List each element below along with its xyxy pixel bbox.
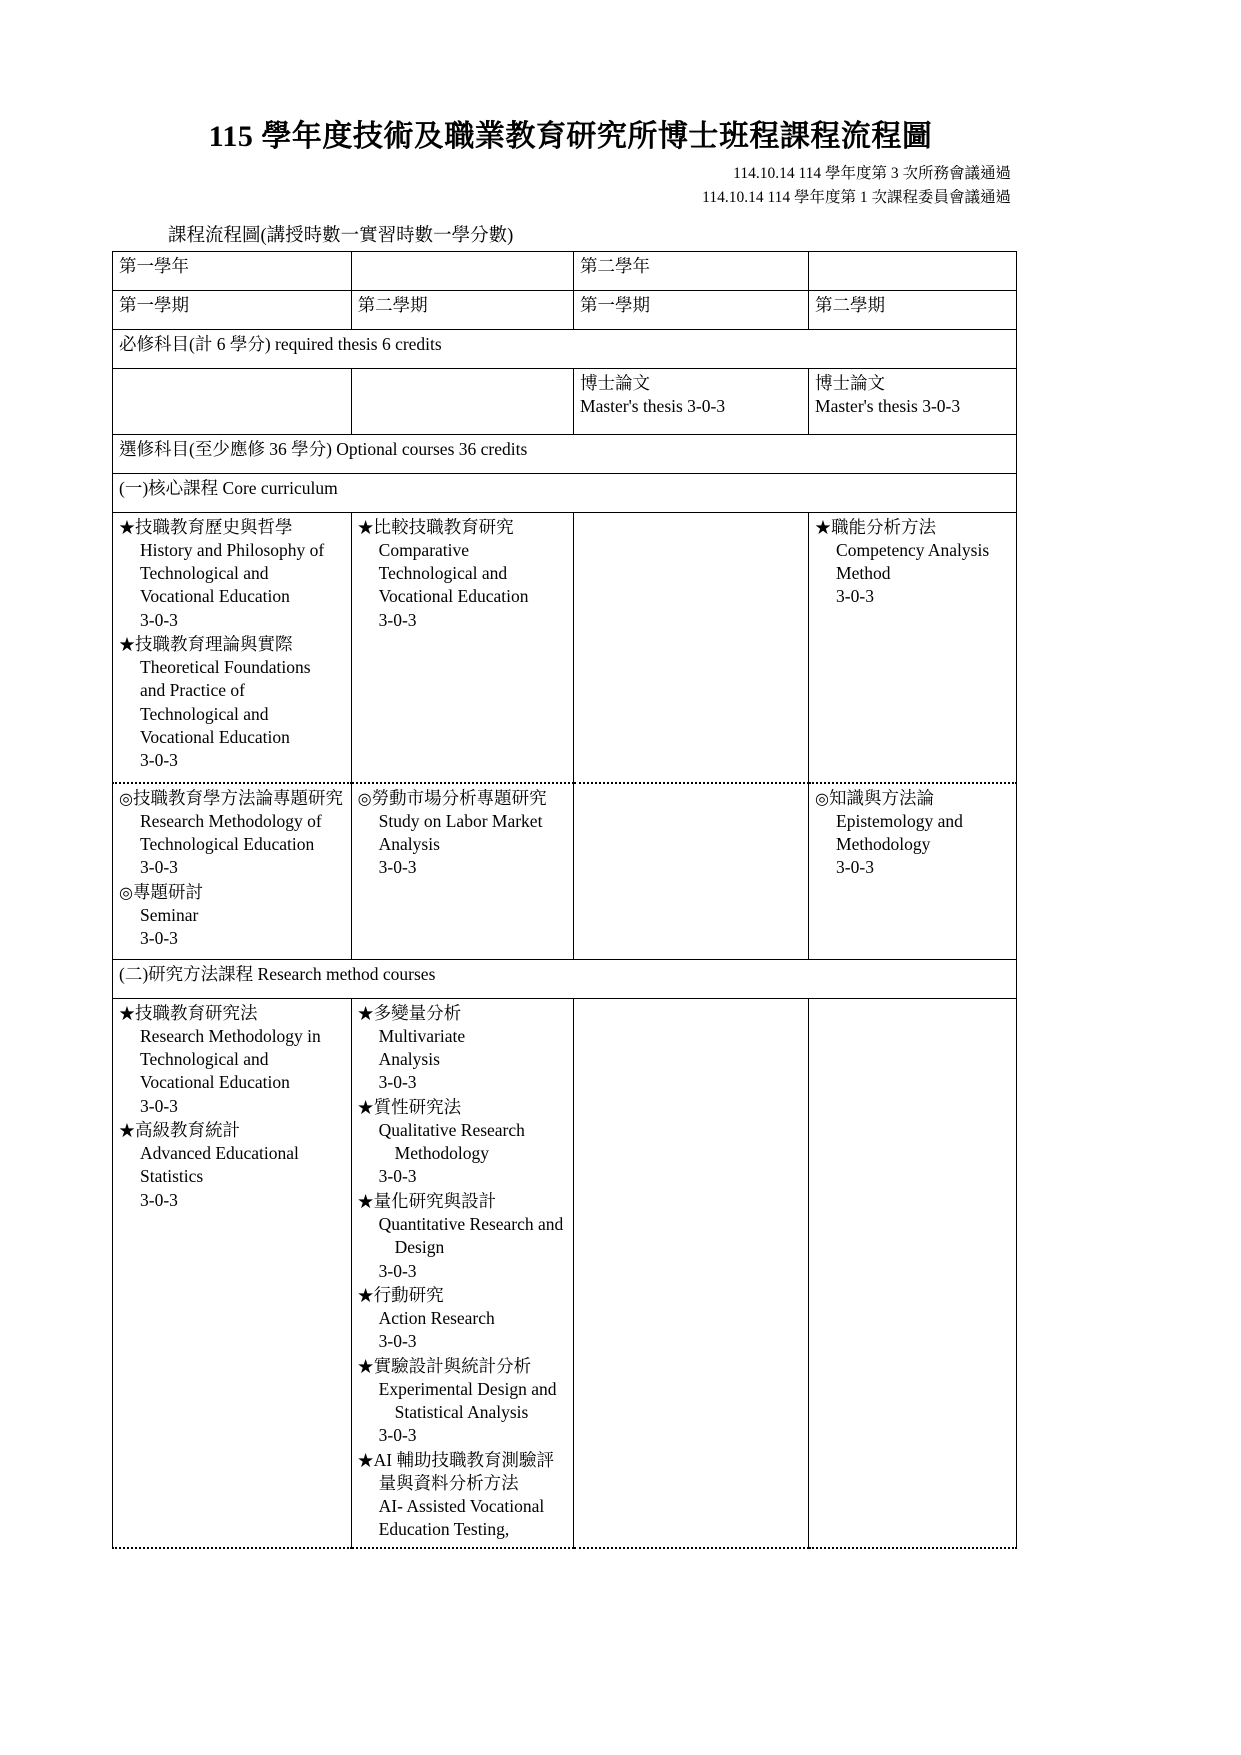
course-title-en: Statistical Analysis [394, 1402, 529, 1423]
core2-cell-y1s2 [351, 783, 573, 960]
header-year-2-blank [809, 251, 1017, 290]
approval-line-1: 114.10.14 114 學年度第 3 次所務會議通過 [733, 164, 1011, 182]
course-credits: 3-0-3 [378, 1072, 417, 1093]
course-entry [119, 1119, 346, 1212]
course-title-en: Statistics [140, 1166, 204, 1187]
course-title-cn: ★實驗設計與統計分析 [357, 1355, 532, 1376]
thesis-cn-y2s1: 博士論文 [580, 372, 651, 393]
course-credits: 3-0-3 [378, 609, 417, 630]
star-marker-icon: ★ [119, 1005, 136, 1023]
star-marker-icon: ★ [119, 636, 136, 654]
table-row-rm-1 [113, 998, 1017, 1548]
course-entry [119, 881, 346, 951]
core1-cell-y2s1 [574, 512, 809, 783]
star-marker-icon: ★ [119, 1122, 136, 1140]
course-title-en: Technological Education [140, 834, 315, 855]
course-credits: 3-0-3 [378, 1331, 417, 1352]
core2-cell-y2s1 [574, 783, 809, 960]
band-core-curriculum: (一)核心課程 Core curriculum [113, 473, 1017, 512]
course-credits: 3-0-3 [836, 586, 874, 607]
flowchart-subtitle: 課程流程圖(講授時數一實習時數一學分數) [168, 225, 514, 246]
course-credits: 3-0-3 [378, 1166, 417, 1187]
table-row-terms [113, 290, 1017, 329]
course-entry [119, 633, 346, 773]
header-term-y2s2: 第二學期 [809, 290, 1017, 329]
star-marker-icon: ★ [357, 1452, 374, 1470]
band-optional-courses: 選修科目(至少應修 36 學分) Optional courses 36 credits [113, 434, 1017, 473]
course-credits: 3-0-3 [140, 750, 178, 771]
page-title: 115 學年度技術及職業教育研究所博士班程課程流程圖 [208, 120, 933, 153]
course-credits: 3-0-3 [140, 857, 178, 878]
approval-line-2: 114.10.14 114 學年度第 1 次課程委員會議通過 [702, 188, 1011, 206]
course-credits: 3-0-3 [378, 1425, 417, 1446]
course-title-en: Vocational Education [140, 586, 290, 607]
course-title-cn: ★技職教育歷史與哲學 [119, 516, 293, 537]
course-entry [119, 1002, 346, 1118]
course-title-en: Vocational Education [140, 1072, 290, 1093]
table-row-core-1 [113, 512, 1017, 783]
table-row-thesis [113, 368, 1017, 434]
course-credits: 3-0-3 [140, 928, 178, 949]
course-entry [358, 1190, 568, 1283]
star-marker-icon: ★ [357, 1287, 374, 1305]
course-title-cn-cont: 量與資料分析方法 [378, 1472, 519, 1493]
course-credits: 3-0-3 [378, 857, 417, 878]
thesis-en-y2s1: Master's thesis 3-0-3 [580, 395, 726, 416]
course-title-en: Epistemology and [836, 810, 963, 831]
star-marker-icon: ★ [357, 519, 374, 537]
table-row-required-band [113, 329, 1017, 368]
circle-marker-icon: ◎ [357, 790, 372, 808]
course-title-en: Technological and [140, 1049, 269, 1070]
course-entry [119, 516, 346, 632]
course-title-en: Theoretical Foundations [140, 657, 311, 678]
course-entry [119, 787, 346, 880]
course-credits: 3-0-3 [140, 1095, 178, 1116]
star-marker-icon: ★ [357, 1358, 374, 1376]
header-term-y1s2: 第二學期 [351, 290, 573, 329]
course-title-en: Methodology [394, 1143, 489, 1164]
page-content [112, 118, 1017, 1549]
course-title-en: Research Methodology in [140, 1025, 321, 1046]
course-title-en: Comparative [378, 539, 470, 560]
band-required-courses: 必修科目(計 6 學分) required thesis 6 credits [113, 329, 1017, 368]
star-marker-icon: ★ [357, 1005, 374, 1023]
star-marker-icon: ★ [357, 1193, 374, 1211]
course-title-en: Vocational Education [378, 586, 529, 607]
core2-cell-y1s1 [113, 783, 352, 960]
course-entry [358, 1355, 568, 1448]
band-research-method: (二)研究方法課程 Research method courses [113, 959, 1017, 998]
course-title-en: History and Philosophy of [140, 539, 325, 560]
thesis-cell-y2s2 [809, 368, 1017, 434]
circle-marker-icon: ◎ [119, 884, 133, 902]
course-entry [815, 516, 1011, 609]
header-year-1-blank [351, 251, 573, 290]
course-title-en: Competency Analysis [836, 539, 990, 560]
rm-cell-y2s1 [574, 998, 809, 1548]
course-entry [358, 1002, 568, 1095]
course-title-cn: ★比較技職教育研究 [357, 516, 514, 537]
course-title-cn: ◎專題研討 [119, 881, 203, 902]
course-title-cn: ★技職教育研究法 [119, 1002, 258, 1023]
course-title-cn: ★質性研究法 [357, 1096, 462, 1117]
course-entry [358, 1449, 568, 1542]
course-credits: 3-0-3 [140, 609, 178, 630]
course-title-en: Multivariate [378, 1025, 466, 1046]
course-title-cn: ★行動研究 [357, 1284, 444, 1305]
course-title-en: Technological and [140, 703, 269, 724]
course-entry [815, 787, 1011, 880]
course-entry [358, 1284, 568, 1354]
star-marker-icon: ★ [119, 519, 136, 537]
course-title-cn: ◎技職教育學方法論專題研究 [119, 787, 343, 808]
table-row-core-2 [113, 783, 1017, 960]
course-entry [358, 787, 568, 880]
rm-cell-y1s1 [113, 998, 352, 1548]
header-term-y2s1: 第一學期 [574, 290, 809, 329]
course-title-en: Study on Labor Market [378, 810, 543, 831]
thesis-cn-y2s2: 博士論文 [815, 372, 886, 393]
course-title-en: Research Methodology of [140, 810, 322, 831]
course-title-en: Methodology [836, 834, 931, 855]
header-year-2: 第二學年 [574, 251, 809, 290]
thesis-cell-y2s1 [574, 368, 809, 434]
rm-cell-y1s2 [351, 998, 573, 1548]
course-title-cn: ★多變量分析 [357, 1002, 462, 1023]
course-credits: 3-0-3 [836, 857, 874, 878]
header-term-y1s1: 第一學期 [113, 290, 352, 329]
course-title-cn: ★職能分析方法 [815, 516, 937, 537]
course-title-en: Education Testing, [378, 1519, 510, 1540]
course-title-en: Advanced Educational [140, 1143, 299, 1164]
course-title-cn: ★高級教育統計 [119, 1119, 241, 1140]
course-title-en: Experimental Design and [378, 1378, 557, 1399]
rm-cell-y2s2 [809, 998, 1017, 1548]
course-title-cn: ★技職教育理論與實際 [119, 633, 293, 654]
header-year-1: 第一學年 [113, 251, 352, 290]
course-title-en: Analysis [378, 1049, 440, 1070]
course-title-en: Technological and [378, 563, 508, 584]
course-title-en: Seminar [140, 904, 199, 925]
thesis-cell-y1s2 [351, 368, 573, 434]
course-credits: 3-0-3 [140, 1189, 178, 1210]
course-title-en: AI- Assisted Vocational [378, 1496, 545, 1517]
course-title-en: Qualitative Research [378, 1119, 525, 1140]
course-title-cn: ◎勞動市場分析專題研究 [357, 787, 547, 808]
table-row-years [113, 251, 1017, 290]
course-title-cn: ◎知識與方法論 [815, 787, 935, 808]
course-flow-table [112, 251, 1017, 1549]
table-row-rm-band [113, 959, 1017, 998]
course-title-cn: ★AI 輔助技職教育測驗評 [357, 1449, 554, 1470]
course-title-en: and Practice of [140, 680, 245, 701]
core1-cell-y1s1 [113, 512, 352, 783]
course-title-en: Analysis [378, 834, 440, 855]
star-marker-icon: ★ [357, 1099, 374, 1117]
core1-cell-y1s2 [351, 512, 573, 783]
table-row-optional-band [113, 434, 1017, 473]
course-title-cn: ★量化研究與設計 [357, 1190, 497, 1211]
course-title-en: Vocational Education [140, 726, 290, 747]
core1-cell-y2s2 [809, 512, 1017, 783]
course-title-en: Technological and [140, 563, 269, 584]
course-entry [358, 1096, 568, 1189]
thesis-en-y2s2: Master's thesis 3-0-3 [815, 395, 961, 416]
circle-marker-icon: ◎ [119, 790, 133, 808]
course-title-en: Design [394, 1237, 445, 1258]
course-title-en: Method [836, 563, 891, 584]
course-title-en: Quantitative Research and [378, 1213, 564, 1234]
approval-notes [112, 162, 1011, 210]
circle-marker-icon: ◎ [815, 790, 830, 808]
course-credits: 3-0-3 [378, 1260, 417, 1281]
course-entry [358, 516, 568, 632]
table-row-core-band [113, 473, 1017, 512]
course-title-en: Action Research [378, 1308, 495, 1329]
thesis-cell-y1s1 [113, 368, 352, 434]
core2-cell-y2s2 [809, 783, 1017, 960]
star-marker-icon: ★ [815, 519, 832, 537]
